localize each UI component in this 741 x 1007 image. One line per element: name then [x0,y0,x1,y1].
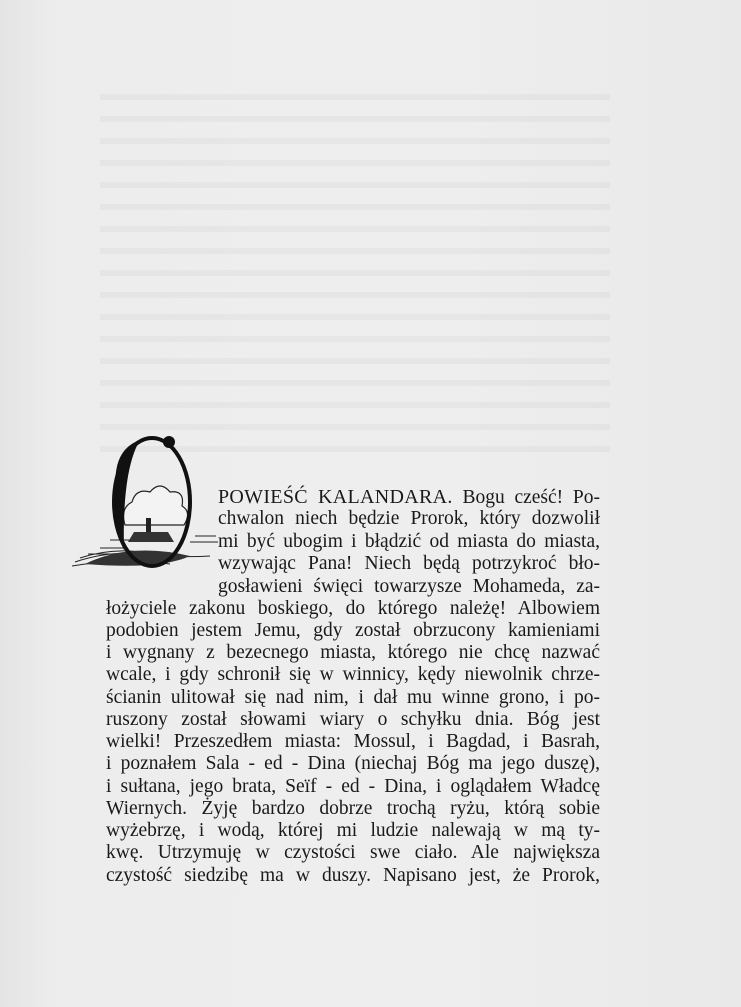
text-line-3: mi być ubogim i błądzić od miasta do miasta, [218,531,600,552]
text-line-11: ruszony został słowami wiary o schyłku dnia. Bóg jest [106,709,600,730]
text-line-12: wielki! Przeszedłem miasta: Mossul, i Bagdad, i Basrah, [106,731,600,752]
text-line-1 [218,486,600,509]
text-line-15: Wiernych. Żyję bardzo dobrze trochą ryżu, którą sobie [106,798,600,819]
chapter-heading: POWIEŚĆ KALANDARA. [218,486,453,508]
text-line-2: chwalon niech będzie Prorok, który dozwolił [218,508,600,529]
text-line-8: i wygnany z bezecnego miasta, którego nie chcę nazwać [106,642,600,663]
text-line-10: ścianin ulitował się nad nim, i dał mu winne grono, i po- [106,687,600,708]
text-line-4: wzywając Pana! Niech będą potrzykroć bło- [218,553,600,574]
text-line-5: gosławieni święci towarzysze Mohameda, za- [218,576,600,597]
text-line-9: wcale, i gdy schronił się w winnicy, kędy niewolnik chrze- [106,664,600,685]
line-text: Bogu cześć! Po- [462,487,601,508]
illustrated-drop-cap-o [70,430,220,580]
text-line-17: kwę. Utrzymuję w czystości swe ciało. Ale największa [106,842,600,863]
text-line-6: łożyciele zakonu boskiego, do którego należę! Albowiem [106,598,600,619]
text-line-7: podobien jestem Jemu, gdy został obrzucony kamieniami [106,620,600,641]
text-line-13: i poznałem Sala - ed - Dina (niechaj Bóg ma jego duszę), [106,753,600,774]
text-line-16: wyżebrzę, i wodą, której mi ludzie nalewają w mą ty- [106,820,600,841]
text-line-14: i sułtana, jego brata, Seïf - ed - Dina, i oglądałem Władcę [106,776,600,797]
bleed-through-text [100,80,610,460]
text-line-18: czystość siedzibę ma w duszy. Napisano jest, że Prorok, [106,865,600,886]
